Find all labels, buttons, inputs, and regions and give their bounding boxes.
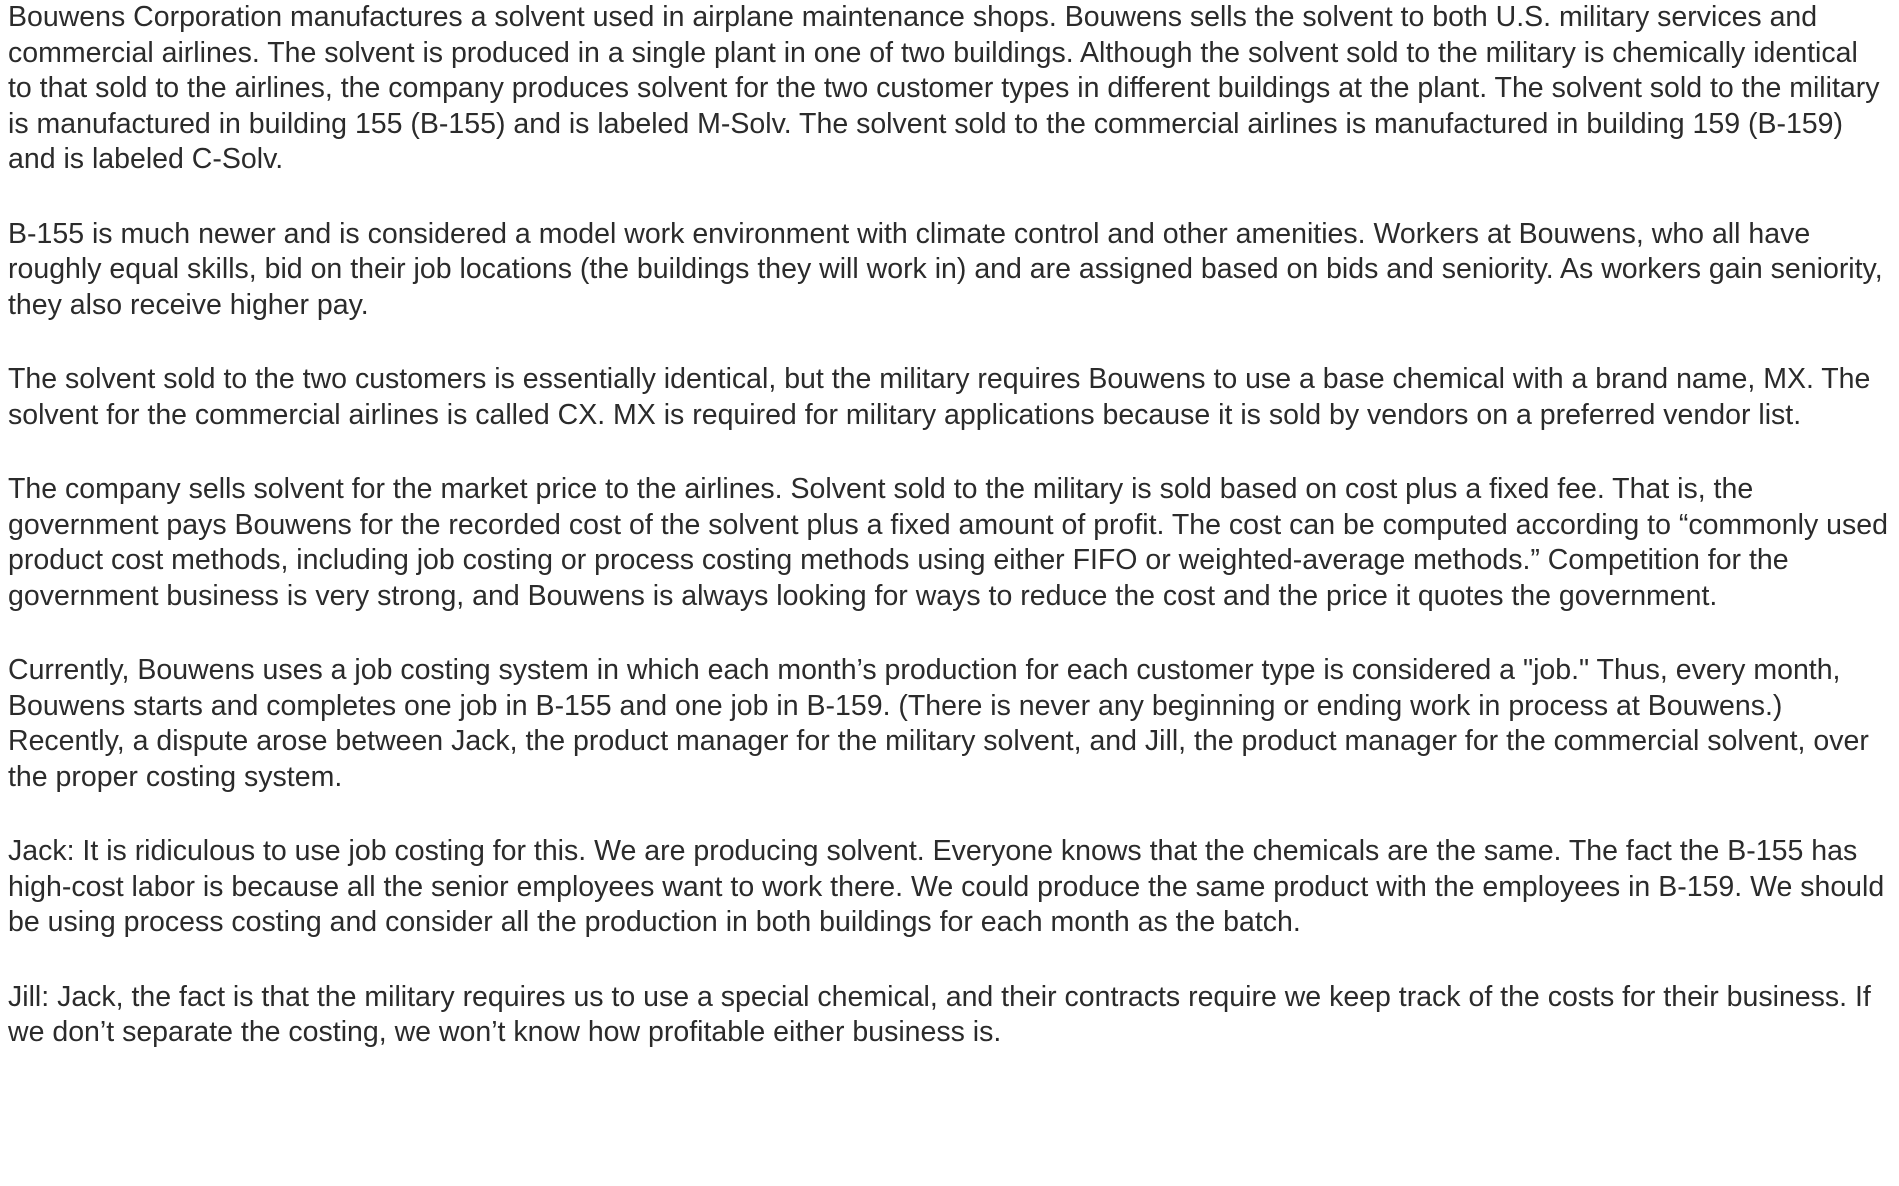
paragraph-jack-argument: Jack: It is ridiculous to use job costing for this. We are producing solvent. Everyone knows that the chemicals are the same. The fact the B-155 has high-cost labor is because all the senior employees want to work there. We could produce the same product with the employees in B-159. We should be using process costing and consider all the production in both buildings for each month as the batch. (8, 835, 1885, 938)
paragraph-jill-argument: Jill: Jack, the fact is that the military requires us to use a special chemical, and their contracts require we keep track of the costs for their business. If we don’t separate the costing, we won’t know how profitable either business is. (8, 980, 1871, 1048)
paragraph-b155-environment: B-155 is much newer and is considered a model work environment with climate control and other amenities. Workers at Bouwens, who all have roughly equal skills, bid on their job locations (the buildings they will work in) and are assigned based on bids and seniority. As workers gain seniority, they also receive higher pay. (8, 217, 1883, 321)
paragraph-base-chemical: The solvent sold to the two customers is essentially identical, but the military requires Bouwens to use a base chemical with a brand name, MX. The solvent for the commercial airlines is called CX. MX is required for military applications because it is sold by vendors on a preferred vendor list. (8, 363, 1871, 431)
paragraph-job-costing: Currently, Bouwens uses a job costing system in which each month’s production for each customer type is considered a "job." Thus, every month, Bouwens starts and completes one job in B-155 and one job in B-159. (There is never any beginning or ending work in process at Bouwens.) Recently, a dispute arose between Jack, the product manager for the military solvent, and Jill, the product manager for the commercial solvent, over the proper costing system. (8, 654, 1869, 793)
paragraph-intro: Bouwens Corporation manufactures a solvent used in airplane maintenance shops. Bouwens sells the solvent to both U.S. military services and commercial airlines. The solvent is produced in a single plant in one of two buildings. Although the solvent sold to the military is chemically identical to that sold to the airlines, the company produces solvent for the two customer types in different buildings at the plant. The solvent sold to the military is manufactured in building 155 (B-155) and is labeled M-Solv. The solvent sold to the commercial airlines is manufactured in building 159 (B-159) and is labeled C-Solv. (8, 1, 1880, 175)
document-body (8, 0, 1888, 1090)
paragraph-pricing: The company sells solvent for the market price to the airlines. Solvent sold to the military is sold based on cost plus a fixed fee. That is, the government pays Bouwens for the recorded cost of the solvent plus a fixed amount of profit. The cost can be computed according to “commonly used product cost methods, including job costing or process costing methods using either FIFO or weighted-average methods.” Competition for the government business is very strong, and Bouwens is always looking for ways to reduce the cost and the price it quotes the government. (8, 473, 1888, 612)
